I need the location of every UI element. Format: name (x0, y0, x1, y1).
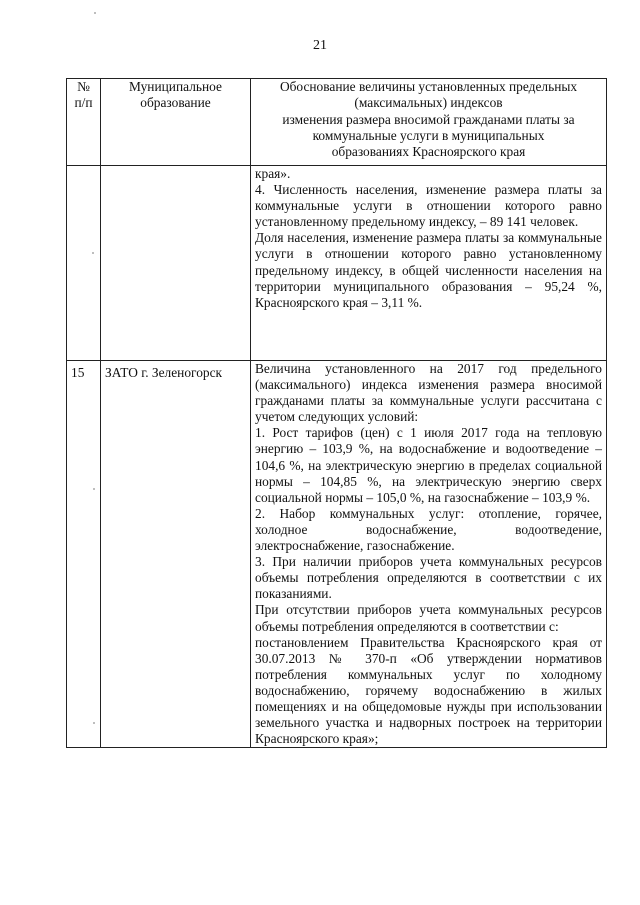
scan-speck (94, 12, 96, 14)
row-paragraph: постановлением Правительства Красноярского края от 30.07.2013 № 370-п «Об утверждении нормативов потребления коммунальных услуг по холодному водоснабжению, горячему водоснабжению в жилых помещениях и на общедомовые нужды при использовании земельного участка и надворных построек на территории Красноярского края»; (255, 634, 602, 747)
scan-speck (93, 722, 95, 724)
header-justification-line-3: изменения размера вносимой гражданами платы за (282, 111, 575, 127)
header-num-line-1: № (77, 79, 90, 94)
header-justification-line-4: коммунальные услуги в муниципальных (312, 127, 545, 143)
header-justification-line-1: Обоснование величины установленных предельных (279, 79, 578, 94)
header-justification-line-2: (максимальных) индексов (354, 95, 503, 111)
row-justification (251, 361, 607, 748)
header-justification (251, 79, 607, 166)
row-num: 15 (67, 361, 101, 748)
row-paragraph: 3. При наличии приборов учета коммунальных ресурсов объемы потребления определяются в соответствии с их показаниями. (255, 554, 602, 602)
row-paragraph: Доля населения, изменение размера платы за коммунальные услуги в отношении которого равно установленному предельному индексу, в общей численности населения на территории муниципального образования – 95,24 %, Красноярского края – 3,11 %. (255, 230, 602, 310)
header-municipality-line-2: образование (140, 95, 211, 111)
scan-speck (93, 488, 95, 490)
table-header-row (67, 79, 607, 166)
row-paragraph: 4. Численность населения, изменение размера платы за коммунальные услуги в отношении которого равно установленному предельному индексу, – 89 141 человек. (255, 182, 602, 230)
row-paragraph: края». (255, 166, 291, 181)
page-number: 21 (313, 38, 327, 53)
row-num (67, 166, 101, 361)
row-municipality: ЗАТО г. Зеленогорск (101, 361, 251, 748)
row-paragraph: 1. Рост тарифов (цен) с 1 июля 2017 года на тепловую энергию – 103,9 %, на водоснабжение и водоотведение – 104,6 %, на электрическую энергию в пределах социальной нормы – 104,85 %, на электрическую энергию сверх социальной нормы – 105,0 %, на газоснабжение – 103,9 %. (255, 425, 602, 505)
header-municipality (101, 79, 251, 166)
row-paragraph: Величина установленного на 2017 год предельного (максимального) индекса изменения размера вносимой гражданами платы за коммунальные услуги рассчитана с учетом следующих условий: (255, 361, 602, 425)
header-municipality-line-1: Муниципальное (129, 79, 222, 94)
table-row (67, 166, 607, 361)
header-num (67, 79, 101, 166)
row-justification (251, 166, 607, 361)
header-num-line-2: п/п (74, 95, 93, 111)
row-municipality (101, 166, 251, 361)
header-justification-line-5: образованиях Красноярского края (331, 144, 526, 160)
index-justification-table (66, 78, 607, 748)
row-paragraph: При отсутствии приборов учета коммунальных ресурсов объемы потребления определяются в соответствии с: (255, 602, 602, 634)
scan-speck (92, 252, 94, 254)
row-paragraph: 2. Набор коммунальных услуг: отопление, горячее, холодное водоснабжение, водоотведение, электроснабжение, газоснабжение. (255, 505, 602, 554)
table-row (67, 361, 607, 748)
